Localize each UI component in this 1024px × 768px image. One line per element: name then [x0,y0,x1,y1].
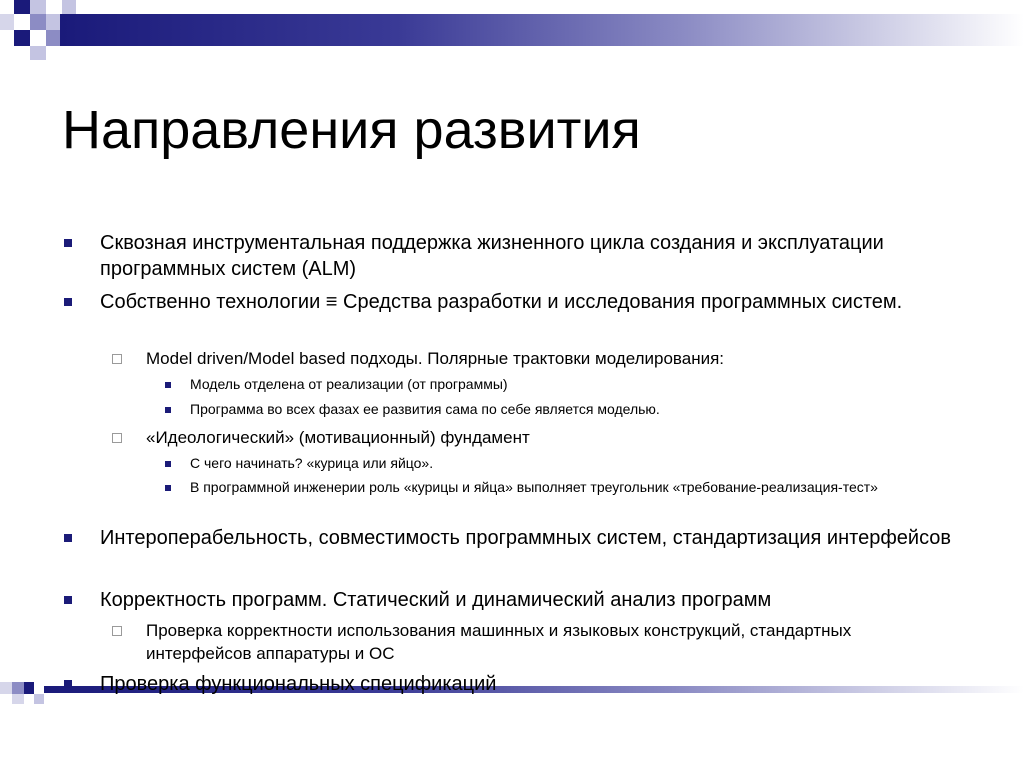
list-item-level2: «Идеологический» (мотивационный) фундамент [146,428,530,447]
list-item-level1: Корректность программ. Статический и динамический анализ программ [100,589,772,611]
hollow-bullet-marker [112,354,122,364]
hollow-bullet-marker [112,626,122,636]
bullet-marker [165,382,171,388]
bullet-marker [64,534,72,542]
bullet-marker [64,596,72,604]
list-item-level1: Интероперабельность, совместимость программных систем, стандартизация интерфейсов [100,527,952,549]
list-item-level3: Программа во всех фазах ее развития сама по себе является моделью. [190,401,660,417]
bullet-marker [64,239,72,247]
slide-title: Направления развития [62,100,641,160]
list-item-level2: Model driven/Model based подходы. Полярные трактовки моделирования: [146,349,725,368]
list-item-level1: Собственно технологии ≡ Средства разработки и исследования программных систем. [100,291,903,313]
list-item-level3: С чего начинать? «курица или яйцо». [190,455,434,471]
list-item-level3: В программной инженерии роль «курицы и яйца» выполняет треугольник «требование-реализация-тест» [190,479,878,495]
bullet-marker [64,298,72,306]
list-item-level1: Проверка функциональных спецификаций [100,673,497,695]
list-item-level3: Модель отделена от реализации (от программы) [190,376,508,392]
hollow-bullet-marker [112,433,122,443]
list-item-level1: Сквозная инструментальная поддержка жизненного цикла создания и эксплуатации программных систем (ALM) [100,232,884,280]
bullet-marker [165,485,171,491]
bullet-marker [165,407,171,413]
bullet-marker [64,680,72,688]
bullet-marker [165,461,171,467]
list-item-level2: Проверка корректности использования машинных и языковых конструкций, стандартных интерфейсов аппаратуры и ОС [146,621,852,663]
